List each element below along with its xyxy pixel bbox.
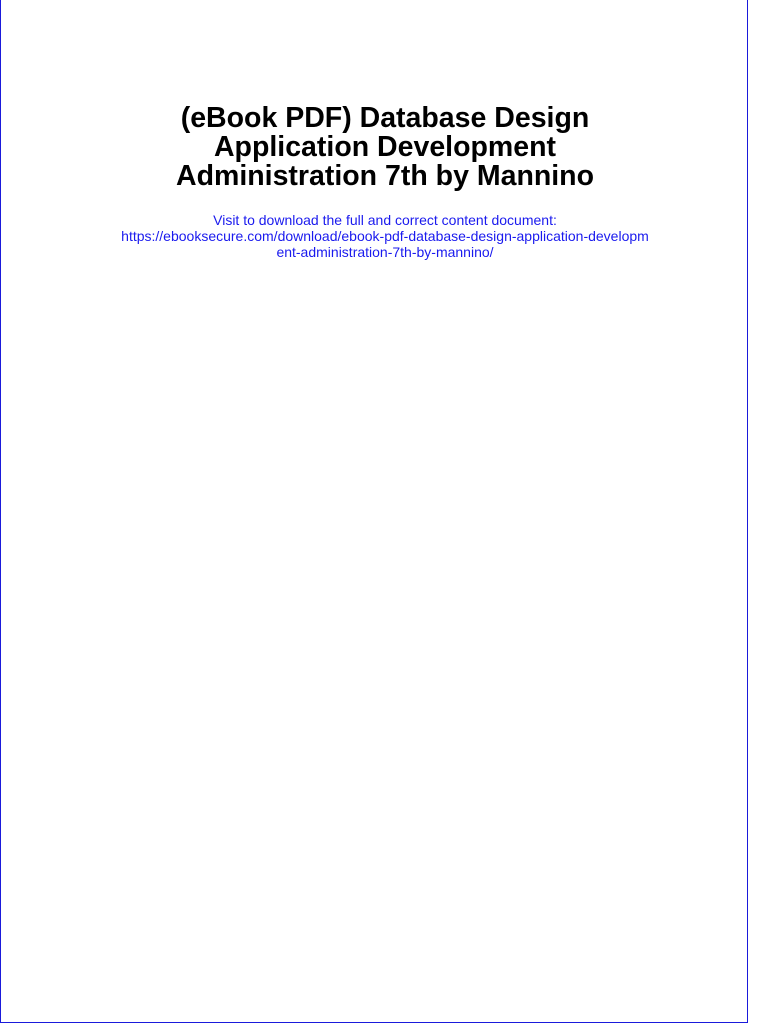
download-url-line-1: https://ebooksecure.com/download/ebook-pdf-database-design-application-developm <box>121 228 649 244</box>
download-link[interactable] <box>1 228 768 260</box>
document-title <box>1 104 768 191</box>
title-line-1: (eBook PDF) Database Design <box>180 102 590 134</box>
download-url-line-2: ent-administration-7th-by-mannino/ <box>276 244 494 260</box>
title-line-3: Administration 7th by Mannino <box>176 160 594 192</box>
download-intro: Visit to download the full and correct content document: <box>213 212 557 228</box>
title-line-2: Application Development <box>213 131 557 163</box>
download-notice <box>1 212 768 260</box>
